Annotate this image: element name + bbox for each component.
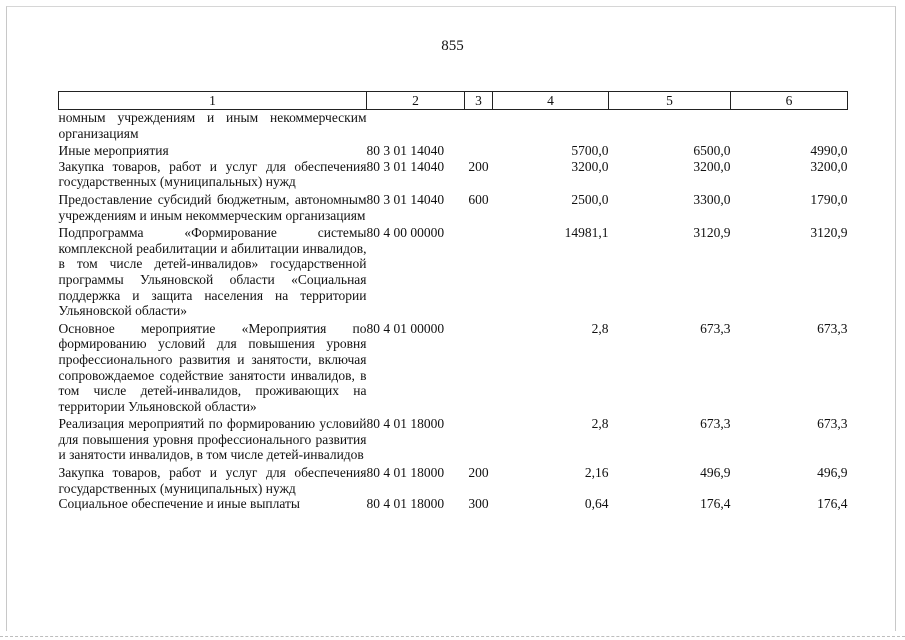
row-name: Основное мероприятие «Мероприятия по формированию условий для повышения уровня профессионального развития и занятости, включая сопровождаемое содействие занятости инвалидов, в том числе детей-инвалидов, проживающих на территории Ульяновской области» xyxy=(58,320,367,414)
row-expense-type xyxy=(465,110,493,142)
table-row xyxy=(59,223,848,319)
row-value-col6: 176,4 xyxy=(817,496,848,512)
table-row xyxy=(59,141,848,159)
table-row xyxy=(59,319,848,415)
row-value-col4: 0,64 xyxy=(584,496,609,512)
row-value-col4: 2,8 xyxy=(591,320,609,336)
row-code: 80 4 00 00000 xyxy=(366,225,445,241)
row-expense-type: 200 xyxy=(468,465,489,481)
table-row xyxy=(59,496,848,512)
row-value-col4: 3200,0 xyxy=(571,158,609,174)
row-code: 80 4 01 18000 xyxy=(366,496,445,512)
row-code: 80 3 01 14040 xyxy=(366,143,445,159)
row-expense-type xyxy=(465,319,493,415)
row-value-col5 xyxy=(609,110,731,142)
row-code: 80 3 01 14040 xyxy=(366,158,445,174)
row-expense-type: 200 xyxy=(468,158,489,174)
row-name: Закупка товаров, работ и услуг для обеспечения государственных (муниципальных) нужд xyxy=(58,158,367,190)
row-value-col5: 673,3 xyxy=(700,320,731,336)
row-value-col6: 1790,0 xyxy=(810,191,848,207)
row-value-col5: 3300,0 xyxy=(693,191,731,207)
row-code: 80 4 01 18000 xyxy=(366,416,445,432)
table-row xyxy=(59,414,848,463)
page-number: 855 xyxy=(441,38,464,54)
row-value-col4: 14981,1 xyxy=(564,225,609,241)
row-value-col5: 496,9 xyxy=(700,465,731,481)
column-header-3: 3 xyxy=(465,92,493,110)
table-row xyxy=(59,110,848,142)
column-header-5: 5 xyxy=(609,92,731,110)
column-header-6: 6 xyxy=(731,92,848,110)
row-value-col6: 3120,9 xyxy=(810,225,848,241)
row-value-col4: 5700,0 xyxy=(571,143,609,159)
row-value-col6: 673,3 xyxy=(817,320,848,336)
table-row xyxy=(59,159,848,190)
column-header-1: 1 xyxy=(59,92,367,110)
row-value-col5: 3200,0 xyxy=(693,158,731,174)
row-expense-type xyxy=(465,223,493,319)
row-expense-type: 600 xyxy=(468,191,489,207)
row-name: Иные мероприятия xyxy=(58,143,169,159)
budget-table xyxy=(58,91,848,512)
row-value-col6: 496,9 xyxy=(817,465,848,481)
page-bottom-edge xyxy=(0,636,905,637)
table-header-row xyxy=(59,92,848,110)
table-row xyxy=(59,463,848,496)
table-row xyxy=(59,190,848,223)
row-code: 80 4 01 00000 xyxy=(366,320,445,336)
row-value-col4: 2,8 xyxy=(591,416,609,432)
row-value-col6 xyxy=(731,110,848,142)
row-name: Предоставление субсидий бюджетным, автономным учреждениям и иным некоммерческим организациям xyxy=(58,191,367,223)
row-value-col5: 673,3 xyxy=(700,416,731,432)
row-value-col5: 176,4 xyxy=(700,496,731,512)
row-value-col4 xyxy=(493,110,609,142)
row-value-col5: 3120,9 xyxy=(693,225,731,241)
row-value-col4: 2,16 xyxy=(584,465,609,481)
row-name: Закупка товаров, работ и услуг для обеспечения государственных (муниципальных) нужд xyxy=(58,465,367,496)
row-code: 80 4 01 18000 xyxy=(366,465,445,481)
row-name: Социальное обеспечение и иные выплаты xyxy=(58,496,300,512)
row-value-col6: 673,3 xyxy=(817,416,848,432)
row-name: Реализация мероприятий по формированию условий для повышения уровня профессионального развития и занятости инвалидов, в том числе детей-инвалидов xyxy=(58,416,367,463)
row-code: 80 3 01 14040 xyxy=(366,191,445,207)
row-value-col6: 3200,0 xyxy=(810,158,848,174)
column-header-2: 2 xyxy=(367,92,465,110)
row-value-col5: 6500,0 xyxy=(693,143,731,159)
row-code xyxy=(367,110,465,142)
row-expense-type xyxy=(465,414,493,463)
row-name: номным учреждениям и иным некоммерческим организациям xyxy=(58,110,367,141)
row-value-col6: 4990,0 xyxy=(810,143,848,159)
column-header-4: 4 xyxy=(493,92,609,110)
row-value-col4: 2500,0 xyxy=(571,191,609,207)
row-expense-type: 300 xyxy=(468,496,489,512)
row-expense-type xyxy=(465,141,493,159)
row-name: Подпрограмма «Формирование системы комплексной реабилитации и абилитации инвалидов, в том числе детей-инвалидов» государственной программы Ульяновской области «Социальная поддержка и защита населения на территории Ульяновской области» xyxy=(58,225,367,319)
